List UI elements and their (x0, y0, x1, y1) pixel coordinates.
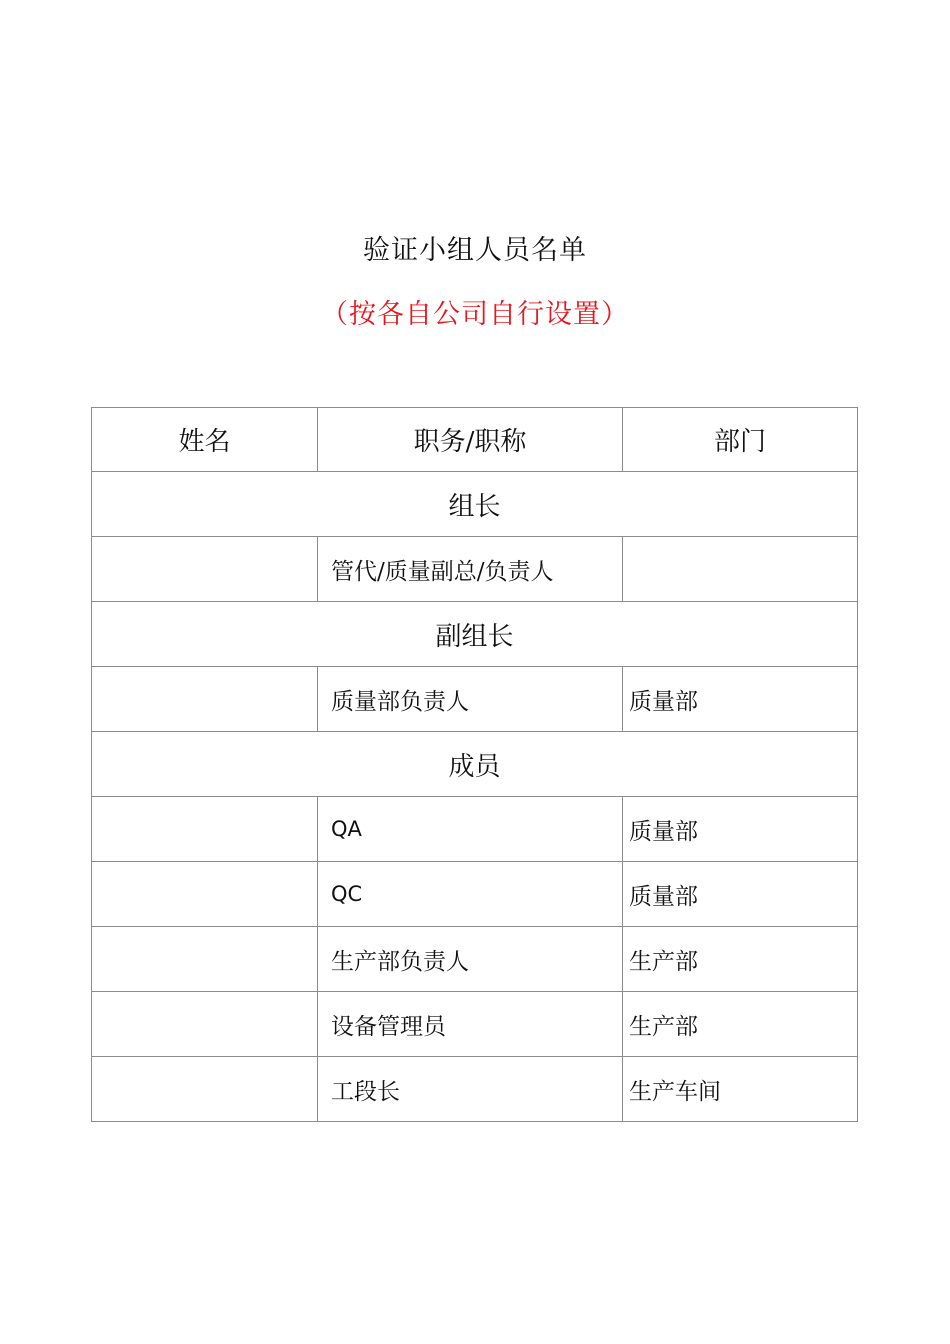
header-dept: 部门 (623, 408, 858, 472)
role-cell: 工段长 (318, 1057, 623, 1122)
role-cell (318, 797, 623, 862)
role-cell: 质量部负责人 (318, 667, 623, 732)
role-cell: 生产部负责人 (318, 927, 623, 992)
dept-cell: 生产部 (623, 992, 858, 1057)
role-text: QA (331, 817, 362, 841)
name-cell (92, 927, 318, 992)
table-row (92, 797, 858, 862)
group-label: 组长 (92, 472, 858, 537)
header-role: 职务/职称 (318, 408, 623, 472)
table-row (92, 537, 858, 602)
table-row (92, 667, 858, 732)
name-cell (92, 797, 318, 862)
name-cell (92, 667, 318, 732)
group-row-leader (92, 472, 858, 537)
table-row (92, 862, 858, 927)
name-cell (92, 1057, 318, 1122)
dept-cell: 质量部 (623, 667, 858, 732)
dept-cell: 质量部 (623, 862, 858, 927)
role-cell: 管代/质量副总/负责人 (318, 537, 623, 602)
table-header-row (92, 408, 858, 472)
name-cell (92, 537, 318, 602)
name-cell (92, 862, 318, 927)
group-row-members (92, 732, 858, 797)
group-label: 成员 (92, 732, 858, 797)
header-name: 姓名 (92, 408, 318, 472)
role-text: QC (331, 882, 363, 906)
name-cell (92, 992, 318, 1057)
group-row-deputy-leader (92, 602, 858, 667)
table-row (92, 992, 858, 1057)
group-label: 副组长 (92, 602, 858, 667)
dept-cell (623, 537, 858, 602)
document-title: 验证小组人员名单 (363, 235, 587, 266)
table-row (92, 927, 858, 992)
dept-cell: 生产车间 (623, 1057, 858, 1122)
dept-cell: 质量部 (623, 797, 858, 862)
roster-table (91, 407, 858, 1122)
role-cell: 设备管理员 (318, 992, 623, 1057)
table-row (92, 1057, 858, 1122)
document-subtitle: （按各自公司自行设置） (321, 299, 629, 330)
dept-cell: 生产部 (623, 927, 858, 992)
role-cell (318, 862, 623, 927)
